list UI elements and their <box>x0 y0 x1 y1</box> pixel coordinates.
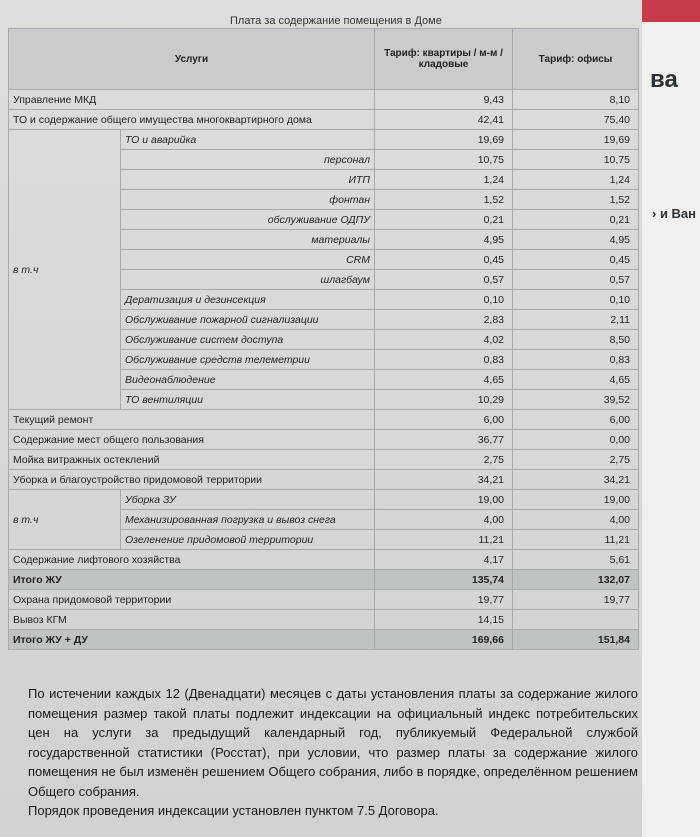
background-red-strip <box>632 0 700 22</box>
value-offices: 39,52 <box>513 390 639 410</box>
row-label: Охрана придомовой территории <box>9 590 375 610</box>
row-label: Итого ЖУ <box>9 570 375 590</box>
row-label: Озеленение придомовой территории <box>121 530 375 550</box>
row-label: CRM <box>121 250 375 270</box>
table-row <box>9 490 639 510</box>
value-offices: 4,95 <box>513 230 639 250</box>
value-apartments: 11,21 <box>375 530 513 550</box>
table-row <box>9 130 639 150</box>
row-label: Видеонаблюдение <box>121 370 375 390</box>
table-row <box>9 90 639 110</box>
row-label: Управление МКД <box>9 90 375 110</box>
value-apartments: 1,52 <box>375 190 513 210</box>
table-header-row <box>9 29 639 90</box>
value-apartments: 4,17 <box>375 550 513 570</box>
row-label: Текущий ремонт <box>9 410 375 430</box>
group-label: в т.ч <box>9 130 121 410</box>
value-apartments: 6,00 <box>375 410 513 430</box>
value-offices: 19,69 <box>513 130 639 150</box>
indexation-note <box>28 684 638 821</box>
value-offices: 1,24 <box>513 170 639 190</box>
background-text-2: › и Ван <box>652 206 697 221</box>
value-offices: 75,40 <box>513 110 639 130</box>
table-row <box>9 450 639 470</box>
row-label: Обслуживание средств телеметрии <box>121 350 375 370</box>
row-label: шлагбаум <box>121 270 375 290</box>
row-label: Дератизация и дезинсекция <box>121 290 375 310</box>
value-offices: 19,77 <box>513 590 639 610</box>
row-label: ИТП <box>121 170 375 190</box>
value-apartments: 0,57 <box>375 270 513 290</box>
row-label: ТО и содержание общего имущества многоквартирного дома <box>9 110 375 130</box>
value-offices: 4,65 <box>513 370 639 390</box>
group-label: в т.ч <box>9 490 121 550</box>
row-label: обслуживание ОДПУ <box>121 210 375 230</box>
grand-total-row <box>9 630 639 650</box>
value-offices: 8,50 <box>513 330 639 350</box>
value-apartments: 10,75 <box>375 150 513 170</box>
value-apartments: 14,15 <box>375 610 513 630</box>
row-label: Обслуживание пожарной сигнализации <box>121 310 375 330</box>
indexation-paragraph: По истечении каждых 12 (Двенадцати) месяцев с даты установления платы за содержание жилого помещения размер такой платы подлежит индексации на официальный индекс потребительских цен на услуги за предыдущий календарный год, публикуемый Федеральной службой государственной статистики (Росстат), при условии, что размер платы за содержание жилого помещения не был изменён решением Общего собрания, либо в порядке, определённом решением Общего собрания. <box>28 686 638 799</box>
value-offices: 2,11 <box>513 310 639 330</box>
value-apartments: 42,41 <box>375 110 513 130</box>
value-offices: 5,61 <box>513 550 639 570</box>
value-apartments: 19,77 <box>375 590 513 610</box>
value-offices: 34,21 <box>513 470 639 490</box>
row-label: фонтан <box>121 190 375 210</box>
value-apartments: 4,00 <box>375 510 513 530</box>
value-offices: 8,10 <box>513 90 639 110</box>
value-apartments: 0,21 <box>375 210 513 230</box>
value-apartments: 36,77 <box>375 430 513 450</box>
background-text-1: ва <box>650 66 678 93</box>
value-offices: 2,75 <box>513 450 639 470</box>
value-offices: 132,07 <box>513 570 639 590</box>
value-apartments: 19,69 <box>375 130 513 150</box>
value-apartments: 0,83 <box>375 350 513 370</box>
value-apartments: 0,45 <box>375 250 513 270</box>
value-apartments: 4,95 <box>375 230 513 250</box>
value-offices <box>513 610 639 630</box>
value-apartments: 4,02 <box>375 330 513 350</box>
row-label: ТО вентиляции <box>121 390 375 410</box>
header-service: Услуги <box>9 29 375 90</box>
row-label: Итого ЖУ + ДУ <box>9 630 375 650</box>
row-label: материалы <box>121 230 375 250</box>
row-label: Вывоз КГМ <box>9 610 375 630</box>
header-tariff-offices: Тариф: офисы <box>513 29 639 90</box>
value-offices: 0,57 <box>513 270 639 290</box>
value-apartments: 0,10 <box>375 290 513 310</box>
table-row <box>9 110 639 130</box>
value-offices: 1,52 <box>513 190 639 210</box>
value-offices: 0,00 <box>513 430 639 450</box>
table-row <box>9 590 639 610</box>
table-row <box>9 430 639 450</box>
table-row <box>9 410 639 430</box>
value-offices: 0,83 <box>513 350 639 370</box>
row-label: персонал <box>121 150 375 170</box>
value-offices: 19,00 <box>513 490 639 510</box>
value-apartments: 135,74 <box>375 570 513 590</box>
indexation-reference: Порядок проведения индексации установлен пунктом 7.5 Договора. <box>28 803 439 818</box>
background-paper <box>632 0 700 837</box>
table-row <box>9 470 639 490</box>
row-label: Уборка ЗУ <box>121 490 375 510</box>
value-apartments: 9,43 <box>375 90 513 110</box>
document-title: Плата за содержание помещения в Доме <box>230 15 442 27</box>
value-apartments: 19,00 <box>375 490 513 510</box>
row-label: ТО и аварийка <box>121 130 375 150</box>
value-offices: 4,00 <box>513 510 639 530</box>
value-apartments: 169,66 <box>375 630 513 650</box>
row-label: Содержание лифтового хозяйства <box>9 550 375 570</box>
table-row <box>9 550 639 570</box>
row-label: Обслуживание систем доступа <box>121 330 375 350</box>
value-apartments: 2,83 <box>375 310 513 330</box>
value-offices: 6,00 <box>513 410 639 430</box>
row-label: Механизированная погрузка и вывоз снега <box>121 510 375 530</box>
tariff-table <box>8 28 639 650</box>
row-label: Уборка и благоустройство придомовой территории <box>9 470 375 490</box>
row-label: Мойка витражных остеклений <box>9 450 375 470</box>
value-apartments: 4,65 <box>375 370 513 390</box>
total-row <box>9 570 639 590</box>
header-tariff-apartments: Тариф: квартиры / м-м / кладовые <box>375 29 513 90</box>
value-apartments: 10,29 <box>375 390 513 410</box>
value-apartments: 34,21 <box>375 470 513 490</box>
row-label: Содержание мест общего пользования <box>9 430 375 450</box>
value-apartments: 1,24 <box>375 170 513 190</box>
table-row <box>9 610 639 630</box>
value-offices: 0,45 <box>513 250 639 270</box>
value-offices: 11,21 <box>513 530 639 550</box>
value-apartments: 2,75 <box>375 450 513 470</box>
value-offices: 0,10 <box>513 290 639 310</box>
value-offices: 0,21 <box>513 210 639 230</box>
value-offices: 151,84 <box>513 630 639 650</box>
value-offices: 10,75 <box>513 150 639 170</box>
